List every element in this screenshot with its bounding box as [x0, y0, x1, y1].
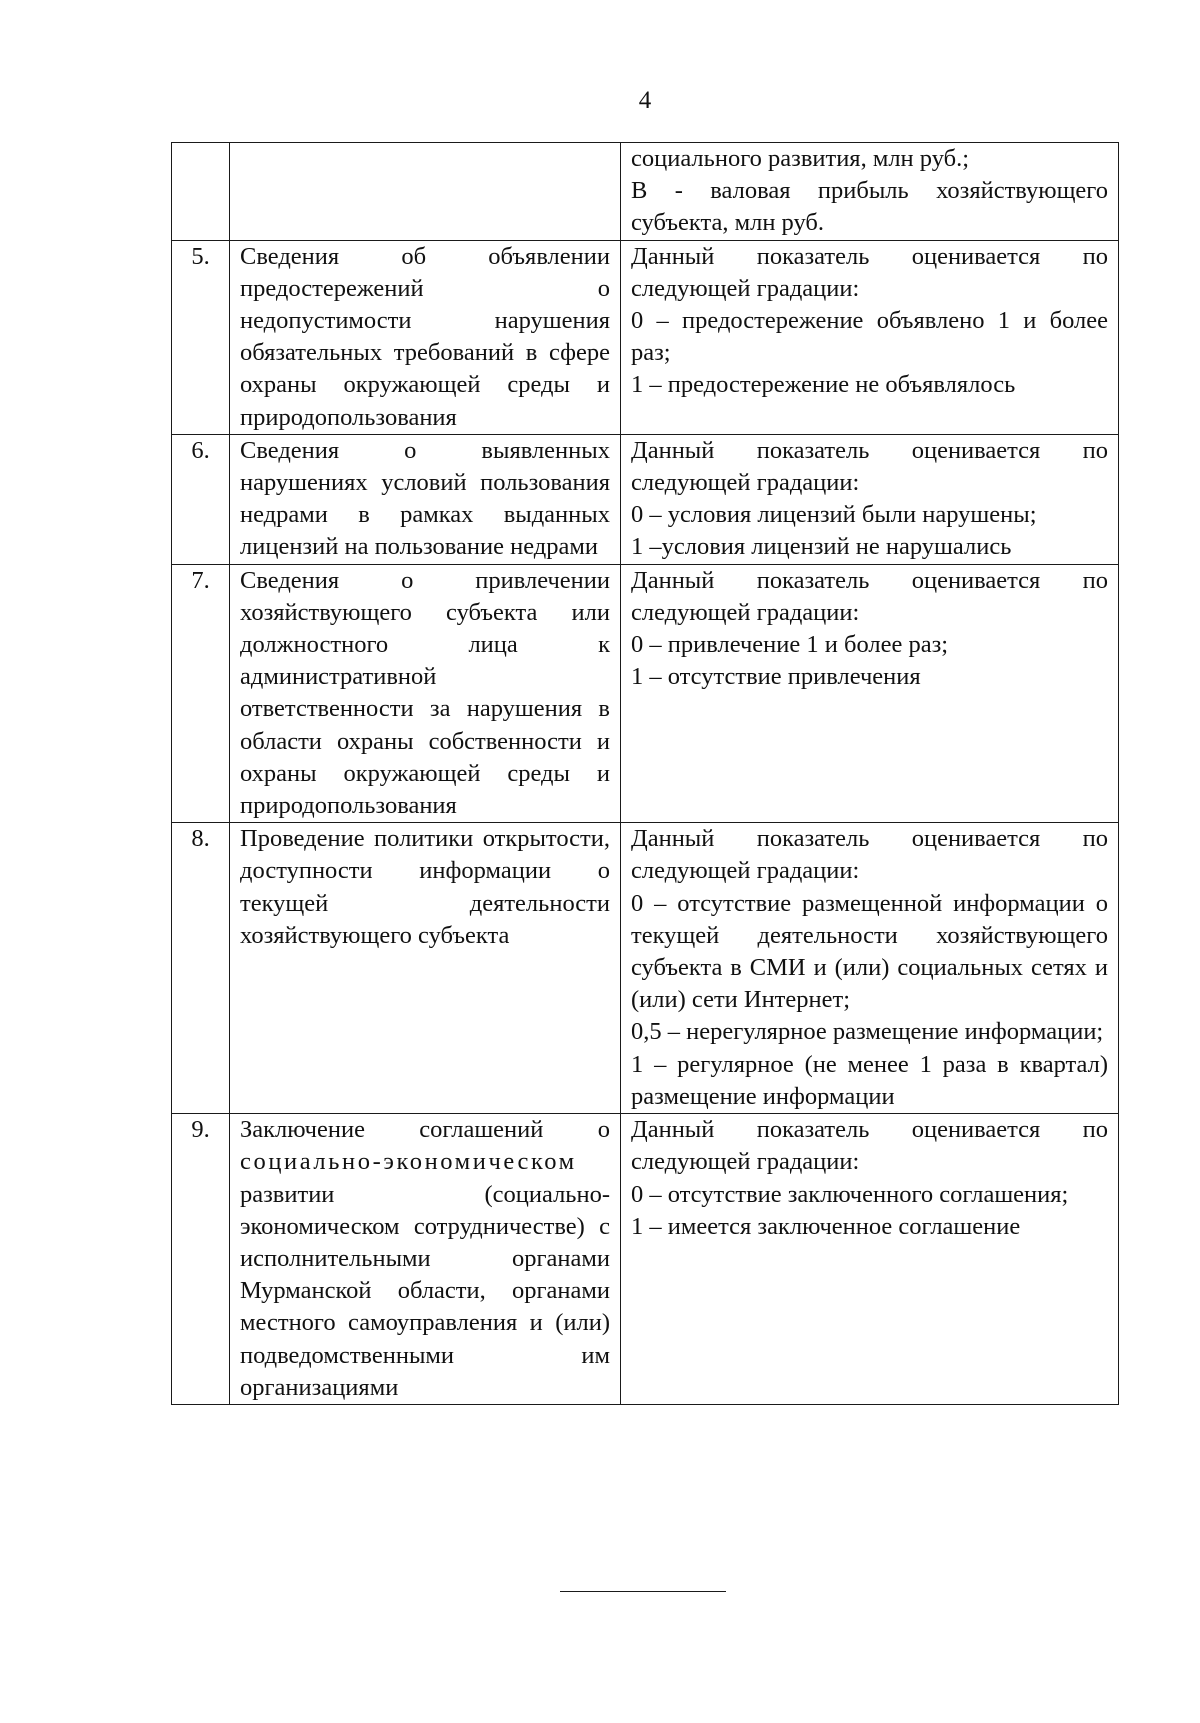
criterion-name-part: социально-экономическом [240, 1148, 577, 1176]
row-number-cell [172, 143, 230, 241]
row-number: 6. [172, 434, 230, 564]
table-row [172, 240, 1119, 434]
table-row [172, 1114, 1119, 1405]
grading-line: Данный показатель оценивается по следующей градации: [631, 436, 1108, 497]
continuation-line: субъекта, млн руб. [631, 209, 824, 237]
criterion-name-cell [230, 143, 621, 241]
grading-line: 1 –условия лицензий не нарушались [631, 533, 1012, 561]
row-number: 7. [172, 564, 230, 823]
grading-line: 0 – отсутствие размещенной информации о текущей деятельности хозяйствующего субъекта в СМИ и (или) социальных сетях и (или) сети Интернет; [631, 889, 1108, 1014]
criterion-description-cell [621, 143, 1119, 241]
criterion-description [621, 823, 1119, 1114]
criterion-name: Сведения об объявлении предостережений о недопустимости нарушения обязательных требований в сфере охраны окружающей среды и природопользования [230, 240, 621, 434]
grading-line: 0 – привлечение 1 и более раз; [631, 631, 949, 659]
table-row-continuation [172, 143, 1119, 241]
criterion-name [230, 1114, 621, 1405]
criterion-name: Проведение политики открытости, доступности информации о текущей деятельности хозяйствующего субъекта [230, 823, 621, 1114]
row-number: 8. [172, 823, 230, 1114]
grading-line: 1 – регулярное (не менее 1 раза в квартал) размещение информации [631, 1050, 1108, 1110]
table-row [172, 823, 1119, 1114]
grading-line: Данный показатель оценивается по следующей градации: [631, 1116, 1108, 1176]
continuation-line: социального развития, млн руб.; [631, 145, 970, 172]
grading-line: 0 – условия лицензий были нарушены; [631, 501, 1037, 529]
criterion-description [621, 1114, 1119, 1405]
grading-line: 0,5 – нерегулярное размещение информации; [631, 1018, 1104, 1046]
grading-line: Данный показатель оценивается по следующей градации: [631, 566, 1108, 626]
criterion-description [621, 434, 1119, 564]
page-number: 4 [638, 87, 652, 114]
row-number: 5. [172, 240, 230, 434]
table-row [172, 564, 1119, 823]
criterion-name-part: Заключение соглашений о [240, 1116, 610, 1144]
end-of-document-rule [560, 1591, 726, 1592]
continuation-line: В - валовая прибыль хозяйствующего [631, 177, 1108, 205]
grading-line: Данный показатель оценивается по следующей градации: [631, 242, 1108, 302]
grading-line: Данный показатель оценивается по следующей градации: [631, 825, 1108, 885]
criterion-description [621, 564, 1119, 823]
row-number: 9. [172, 1114, 230, 1405]
grading-line: 1 – предостережение не объявлялось [631, 371, 1016, 399]
grading-line: 1 – отсутствие привлечения [631, 663, 921, 691]
grading-line: 0 – отсутствие заключенного соглашения; [631, 1180, 1069, 1208]
table-row [172, 434, 1119, 564]
criteria-table [171, 142, 1119, 1405]
grading-line: 0 – предостережение объявлено 1 и более раз; [631, 307, 1108, 367]
criterion-description [621, 240, 1119, 434]
criterion-name: Сведения о привлечении хозяйствующего субъекта или должностного лица к административной ответственности за нарушения в области охраны собственности и охраны окружающей среды и природопользования [230, 564, 621, 823]
criterion-name: Сведения о выявленных нарушениях условий пользования недрами в рамках выданных лицензий на пользование недрами [230, 434, 621, 564]
criterion-name-part: развитии (социально-экономическом сотрудничестве) с исполнительными органами Мурманской области, органами местного самоуправления и (или) подведомственными им организациями [240, 1180, 610, 1401]
grading-line: 1 – имеется заключенное соглашение [631, 1212, 1021, 1240]
